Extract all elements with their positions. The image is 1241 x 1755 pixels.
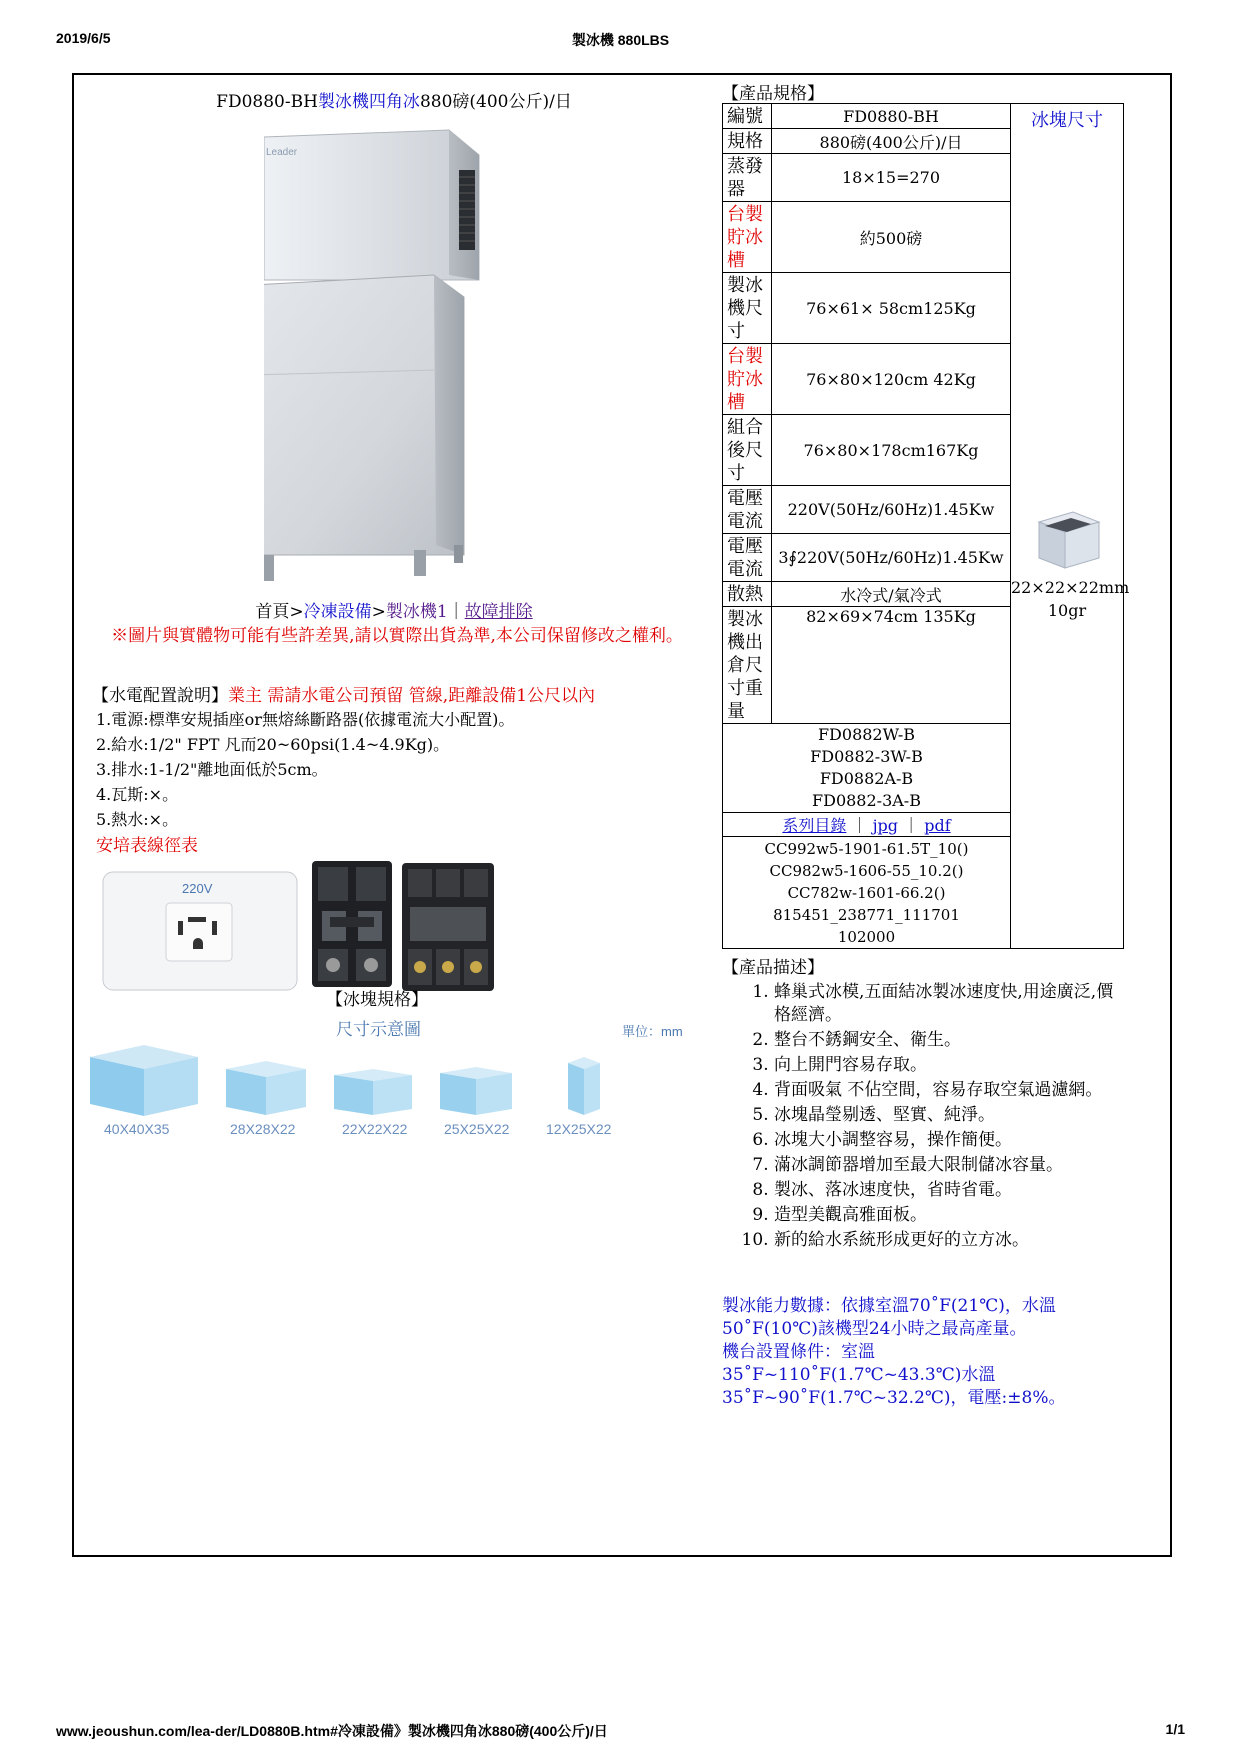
catalog-link[interactable]: 系列目錄: [782, 816, 847, 835]
spec-value: 3∮220V(50Hz/60Hz)1.45Kw: [772, 534, 1011, 582]
spec-key: 製冰機尺寸: [723, 273, 772, 344]
spec-key: 台製貯冰槽: [723, 344, 772, 415]
capacity-info: [722, 1295, 1112, 1410]
breadcrumb-category[interactable]: 冷凍設備: [303, 602, 372, 622]
spec-key: 組合後尺寸: [723, 415, 772, 486]
code-list-cell: [723, 837, 1011, 949]
breaker-2pole-image: [310, 861, 394, 987]
spec-value: 18×15=270: [772, 154, 1011, 202]
desc-item: 4. 背面吸氣 不佔空間，容易存取空氣過濾網。: [774, 1079, 1124, 1102]
footer-url: www.jeoushun.com/lea-der/LD0880B.htm#冷凍設備》製冰機四角冰880磅(400公斤)/日: [56, 1723, 608, 1739]
desc-item: 5. 冰塊晶瑩剔透、堅實、純淨。: [774, 1104, 1124, 1127]
breadcrumb-home[interactable]: 首頁>: [255, 602, 304, 622]
product-code: FD0880-BH: [216, 92, 318, 112]
ampere-table-title: 安培表線徑表: [96, 836, 198, 856]
ice-cube-28-icon: [222, 1059, 310, 1117]
product-title: [74, 87, 714, 112]
ice-size-label: 22X22X22: [342, 1121, 408, 1137]
ice-diagram-title: 尺寸示意圖: [336, 1020, 421, 1039]
machine-brand-logo: Leader: [266, 147, 298, 158]
desc-item: 10. 新的給水系統形成更好的立方冰。: [774, 1229, 1124, 1252]
title-link-icemaker[interactable]: 製冰機: [317, 92, 369, 112]
ice-cube-40-icon: [84, 1043, 204, 1118]
footer-page-number: 1/1: [1165, 1721, 1185, 1737]
header-title: 製冰機 880LBS: [571, 32, 670, 48]
jpg-link[interactable]: jpg: [872, 816, 899, 835]
spec-value: FD0880-BH: [772, 104, 1011, 129]
spec-key: 規格: [723, 129, 772, 154]
cube-size-text: 22×22×22mm: [1011, 578, 1130, 597]
code-item: CC782w-1601-66.2(): [787, 883, 946, 902]
water-line-power: 1.電源:標準安規插座or無熔絲斷路器(依據電流大小配置)。: [96, 710, 515, 729]
link-sep: ｜: [903, 816, 920, 835]
code-item: 815451_238771_111701: [773, 905, 960, 924]
spec-value: 約500磅: [772, 202, 1011, 273]
water-config-heading: [92, 681, 595, 706]
cube-size-heading: 冰塊尺寸: [1031, 110, 1103, 131]
breadcrumb-sep: >: [371, 602, 386, 622]
spec-value: 水冷式/氣冷式: [772, 582, 1011, 607]
desc-item: 3. 向上開門容易存取。: [774, 1054, 1124, 1077]
header-date: 2019/6/5: [56, 30, 111, 46]
model-item: FD0882A-B: [819, 769, 914, 788]
spec-key: 製冰機出倉尺寸重量: [723, 607, 772, 724]
desc-item: 9. 造型美觀高雅面板。: [774, 1204, 1124, 1227]
model-list-cell: [723, 724, 1011, 813]
breadcrumb-sep2: ｜: [447, 602, 465, 622]
desc-heading: 【產品描述】: [722, 958, 824, 978]
spec-key: 散熱: [723, 582, 772, 607]
spec-heading: 【產品規格】: [722, 84, 824, 104]
breaker-3pole-image: [402, 863, 494, 991]
fault-link[interactable]: 故障排除: [464, 602, 533, 622]
spec-key: 編號: [723, 104, 772, 129]
ice-cube-photo: [1033, 506, 1103, 572]
water-line-hotwater: 5.熱水:×。: [96, 810, 179, 829]
code-item: CC982w5-1606-55_10.2(): [769, 861, 964, 880]
link-sep: ｜: [851, 816, 868, 835]
ice-cube-22-icon: [330, 1067, 416, 1117]
desc-list: [748, 981, 1124, 1254]
spec-key: 電壓電流: [723, 486, 772, 534]
spec-value: 76×80×120cm 42Kg: [772, 344, 1011, 415]
ice-size-label: 28X28X22: [230, 1121, 296, 1137]
desc-item: 2. 整台不銹鋼安全、衛生。: [774, 1029, 1124, 1052]
water-line-drain: 3.排水:1-1/2"離地面低於5cm。: [96, 760, 328, 779]
power-socket-image: [102, 871, 298, 991]
desc-item: 1. 蜂巢式冰模,五面結冰製冰速度快,用途廣泛,價格經濟。: [774, 981, 1124, 1027]
capacity-line: 製冰能力數據：依據室溫70˚F(21℃)，水溫50˚F(10℃)該機型24小時之最高產量。: [722, 1296, 1056, 1339]
model-item: FD0882-3A-B: [812, 791, 921, 810]
water-line-supply: 2.給水:1/2" FPT 凡而20~60psi(1.4~4.9Kg)。: [96, 735, 450, 754]
water-head-note: 業主 需請水電公司預留 管線,距離設備1公尺以內: [228, 686, 596, 706]
notice-text: ※圖片與實體物可能有些許差異,請以實際出貨為準,本公司保留修改之權利。: [111, 626, 683, 646]
pdf-link[interactable]: pdf: [924, 816, 951, 835]
spec-key: 蒸發器: [723, 154, 772, 202]
spec-value: 220V(50Hz/60Hz)1.45Kw: [772, 486, 1011, 534]
content-frame: [72, 73, 1172, 1557]
water-line-gas: 4.瓦斯:×。: [96, 785, 179, 804]
spec-key: 台製貯冰槽: [723, 202, 772, 273]
spec-value: 76×80×178cm167Kg: [772, 415, 1011, 486]
code-item: 102000: [837, 927, 896, 946]
desc-item: 8. 製冰、落冰速度快，省時省電。: [774, 1179, 1124, 1202]
cube-size-cell: [1011, 104, 1130, 949]
title-link-square-ice[interactable]: 四角冰: [368, 92, 420, 112]
link-cell: [723, 813, 1011, 837]
socket-voltage-label: 220V: [182, 881, 213, 896]
spec-key: 電壓電流: [723, 534, 772, 582]
ice-cube-25-icon: [436, 1065, 516, 1117]
ice-size-label: 40X40X35: [104, 1121, 170, 1137]
breadcrumb: [74, 597, 714, 622]
ice-unit-label: 單位：mm: [622, 1024, 683, 1039]
product-capacity: 880磅(400公斤)/日: [419, 92, 572, 112]
spec-value: 880磅(400公斤)/日: [772, 129, 1011, 154]
model-item: FD0882-3W-B: [810, 747, 923, 766]
ice-machine-image: [264, 125, 564, 585]
desc-item: 7. 滿冰調節器增加至最大限制儲冰容量。: [774, 1154, 1124, 1177]
spec-value: 76×61× 58cm125Kg: [772, 273, 1011, 344]
desc-item: 6. 冰塊大小調整容易，操作簡便。: [774, 1129, 1124, 1152]
cube-weight-text: 10gr: [1047, 601, 1087, 620]
spec-value: 82×69×74cm 135Kg: [772, 607, 1011, 724]
code-item: CC992w5-1901-61.5T_10(): [764, 839, 969, 858]
install-line: 機台設置條件：室溫35˚F~110˚F(1.7℃~43.3℃)水溫35˚F~90˚F(1.7℃~32.2℃)，電壓:±8%。: [722, 1342, 1066, 1408]
breadcrumb-sub[interactable]: 製冰機1: [385, 602, 448, 622]
ice-size-label: 25X25X22: [444, 1121, 510, 1137]
spec-table: [722, 103, 1130, 949]
water-head-label: 【水電配置說明】: [92, 686, 228, 706]
ice-spec-heading: 【冰塊規格】: [326, 990, 428, 1010]
model-item: FD0882W-B: [817, 725, 916, 744]
ice-size-label: 12X25X22: [546, 1121, 612, 1137]
ice-cube-12-icon: [564, 1055, 604, 1117]
